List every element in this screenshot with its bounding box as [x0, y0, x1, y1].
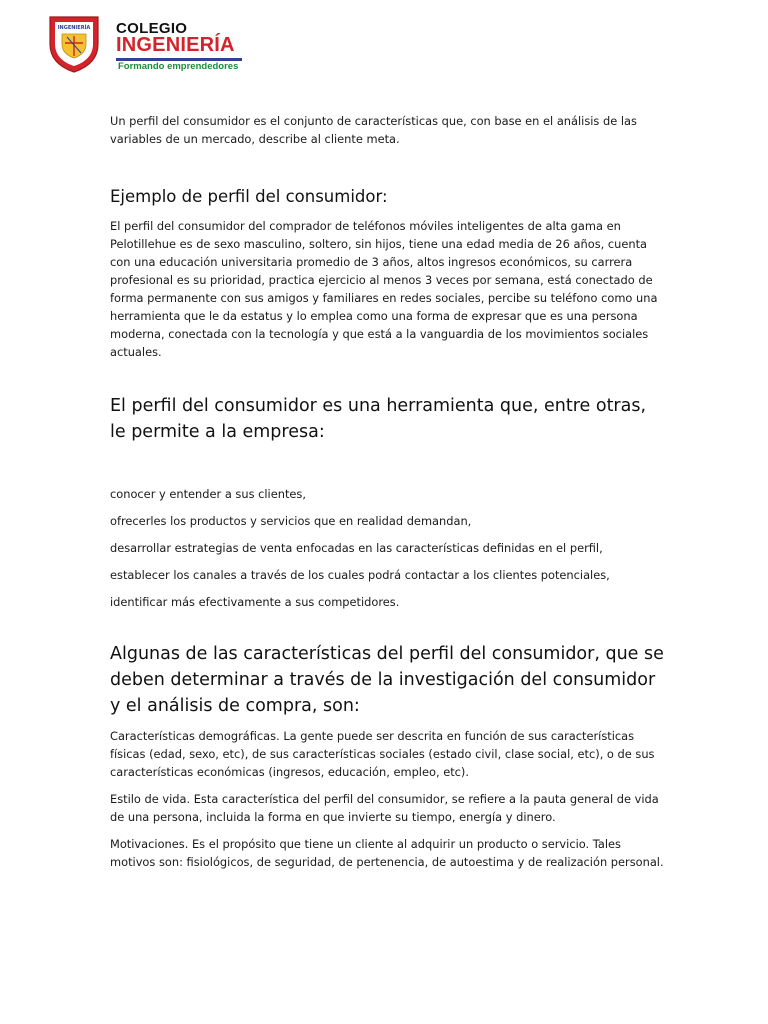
section1-paragraph: El perfil del consumidor del comprador de teléfonos móviles inteligentes de alta gama en Pelotillehue es de sexo masculino, soltero, sin hijos, tiene una edad media de 26 años, cuenta con una educación universitaria promedio de 3 años, altos ingresos económicos, su carrera profesional es su prioridad, practica ejercicio al menos 3 veces por semana, está conectado de forma permanente con sus amigos y familiares en redes sociales, percibe su teléfono como una herramienta que le da estatus y lo emplea como una forma de expresar que es una persona moderna, conectada con la tecnología y que está a la vanguardia de los movimientos sociales actuales.	[110, 219, 658, 359]
section2-heading: El perfil del consumidor es una herramienta que, entre otras, le permite a la empresa:	[110, 396, 647, 442]
list-item: establecer los canales a través de los cuales podrá contactar a los clientes potenciales,	[110, 568, 610, 582]
document-body	[110, 112, 666, 871]
section3-heading: Algunas de las características del perfil del consumidor, que se deben determinar a través de la investigación del consumidor y el análisis de compra, son:	[110, 644, 664, 716]
shield-label: INGENIERÍA	[57, 25, 91, 31]
school-logo	[48, 14, 268, 76]
shield-icon	[48, 14, 100, 74]
section3-paragraph-demographics: Características demográficas. La gente puede ser descrita en función de sus características físicas (edad, sexo, etc), de sus características sociales (estado civil, clase social, etc), o de sus características económicas (ingresos, educación, empleo, etc).	[110, 729, 655, 779]
list-item: desarrollar estrategias de venta enfocadas en las características definidas en el perfil,	[110, 541, 603, 555]
section3-paragraph-motivations: Motivaciones. Es el propósito que tiene un cliente al adquirir un producto o servicio. Tales motivos son: fisiológicos, de seguridad, de pertenencia, de autoestima y de realización personal.	[110, 837, 664, 869]
list-item: ofrecerles los productos y servicios que en realidad demandan,	[110, 514, 472, 528]
brand-name-line1: COLEGIO	[116, 20, 188, 37]
section3-paragraph-lifestyle: Estilo de vida. Esta característica del perfil del consumidor, se refiere a la pauta general de vida de una persona, incluida la forma en que invierte su tiempo, energía y dinero.	[110, 792, 659, 824]
section1-heading: Ejemplo de perfil del consumidor:	[110, 187, 388, 206]
list-item: conocer y entender a sus clientes,	[110, 487, 306, 501]
capabilities-list	[110, 485, 666, 611]
brand-tagline: Formando emprendedores	[118, 61, 239, 72]
list-item: identificar más efectivamente a sus competidores.	[110, 595, 400, 609]
intro-paragraph: Un perfil del consumidor es el conjunto de características que, con base en el análisis de las variables de un mercado, describe al cliente meta.	[110, 114, 637, 146]
brand-name-line2: INGENIERÍA	[116, 34, 235, 56]
